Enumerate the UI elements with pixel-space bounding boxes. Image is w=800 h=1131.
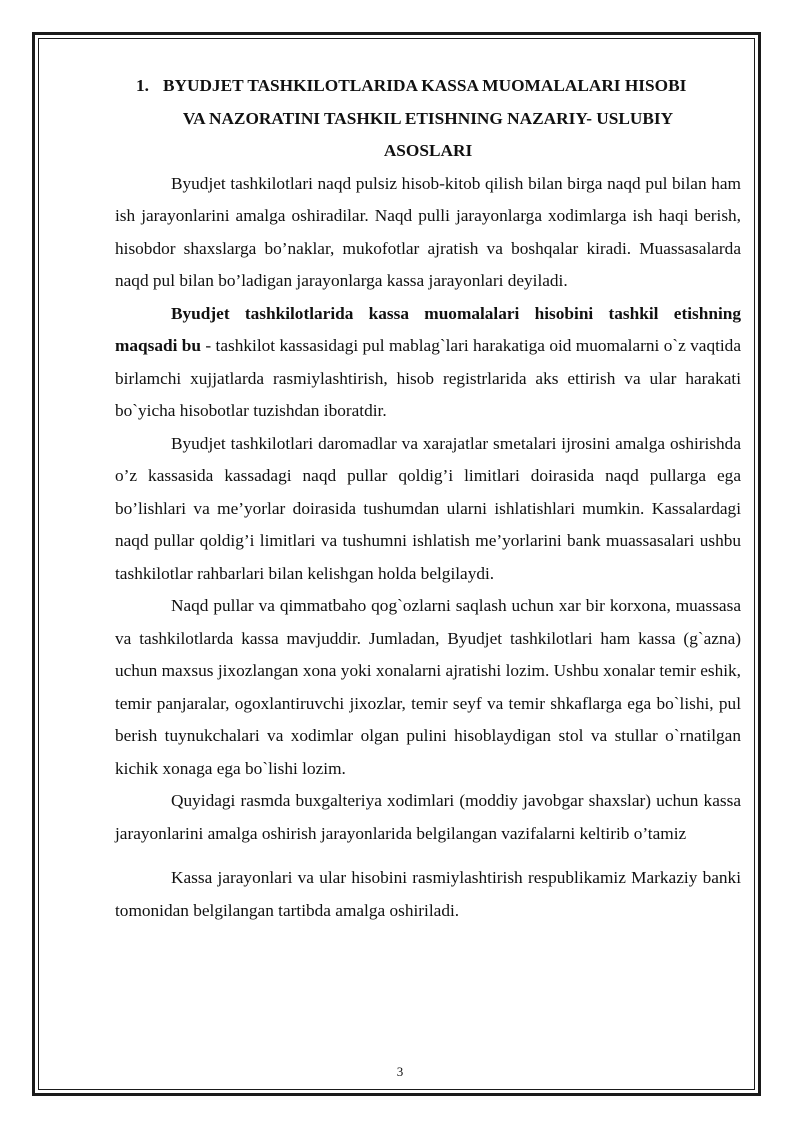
section-heading bbox=[115, 70, 741, 168]
heading-line-1 bbox=[115, 70, 741, 103]
heading-line-2: VA NAZORATINI TASHKIL ETISHNING NAZARIY- USLUBIY bbox=[182, 108, 674, 128]
paragraph-2 bbox=[115, 298, 741, 428]
heading-line-3: ASOSLARI bbox=[383, 141, 473, 160]
paragraph-4: Naqd pullar va qimmatbaho qog`ozlarni saqlash uchun xar bir korxona, muassasa va tashkilotlarda kassa mavjuddir. Jumladan, Byudjet tashkilotlari ham kassa (g`azna) uchun maxsus jixozlangan xona yoki xonalarni ajratishi lozim. Ushbu xonalar temir eshik, temir panjaralar, ogoxlantiruvchi jixozlar, temir seyf va temir shkaflarga ega bo`lishi, pul berish tuynukchalari va xodimlar olgan pulini hisoblaydigan stol va stullar o`rnatilgan kichik xonaga ega bo`lishi lozim. bbox=[115, 596, 741, 778]
paragraph-2-rest: - tashkilot kassasidagi pul mablag`lari harakatiga oid muomalarni o`z vaqtida birlamchi xujjatlarda rasmiylashtirish, hisob registrlarida aks ettirish va ular harakati bo`yicha hisobotlar tuzishdan iboratdir. bbox=[115, 336, 741, 420]
page-number: 3 bbox=[396, 1064, 404, 1079]
paragraph-1: Byudjet tashkilotlari naqd pulsiz hisob-kitob qilish bilan birga naqd pul bilan ham ish jarayonlarini amalga oshiradilar. Naqd pulli jarayonlarga xodimlarga ish haqi berish, hisobdor shaxslarga bo’naklar, mukofotlar ajratish va boshqalar kiradi. Muassasalarda naqd pul bilan bo’ladigan jarayonlarga kassa jarayonlari deyiladi. bbox=[115, 173, 741, 290]
paragraph-6: Kassa jarayonlari va ular hisobini rasmiylashtirish respublikamiz Markaziy banki tomonidan belgilangan tartibda amalga oshiriladi. bbox=[115, 868, 741, 920]
heading-number: 1. bbox=[136, 76, 149, 95]
paragraph-2-bold: Byudjet tashkilotlarida kassa muomalalari hisobini tashkil etishning maqsadi bu bbox=[115, 303, 741, 355]
heading-line-1-text: BYUDJET TASHKILOTLARIDA KASSA MUOMALALARI HISOBI bbox=[162, 76, 687, 95]
document-body bbox=[115, 70, 741, 927]
paragraph-5: Quyidagi rasmda buxgalteriya xodimlari (moddiy javobgar shaxslar) uchun kassa jarayonlarini amalga oshirish jarayonlarida belgilangan vazifalarni keltirib o’tamiz bbox=[115, 791, 741, 843]
paragraph-3: Byudjet tashkilotlari daromadlar va xarajatlar smetalari ijrosini amalga oshirishda o’z kassasida kassadagi naqd pullar qoldig’i limitlari doirasida naqd pullarga ega bo’lishlari va me’yorlar doirasida tushumdan ularni ishlatishlari mumkin. Kassalardagi naqd pullar qoldig’i limitlari va tushumni ishlatish me’yorlarini bank muassasalari ushbu tashkilotlar rahbarlari bilan kelishgan holda belgilaydi. bbox=[115, 433, 741, 583]
